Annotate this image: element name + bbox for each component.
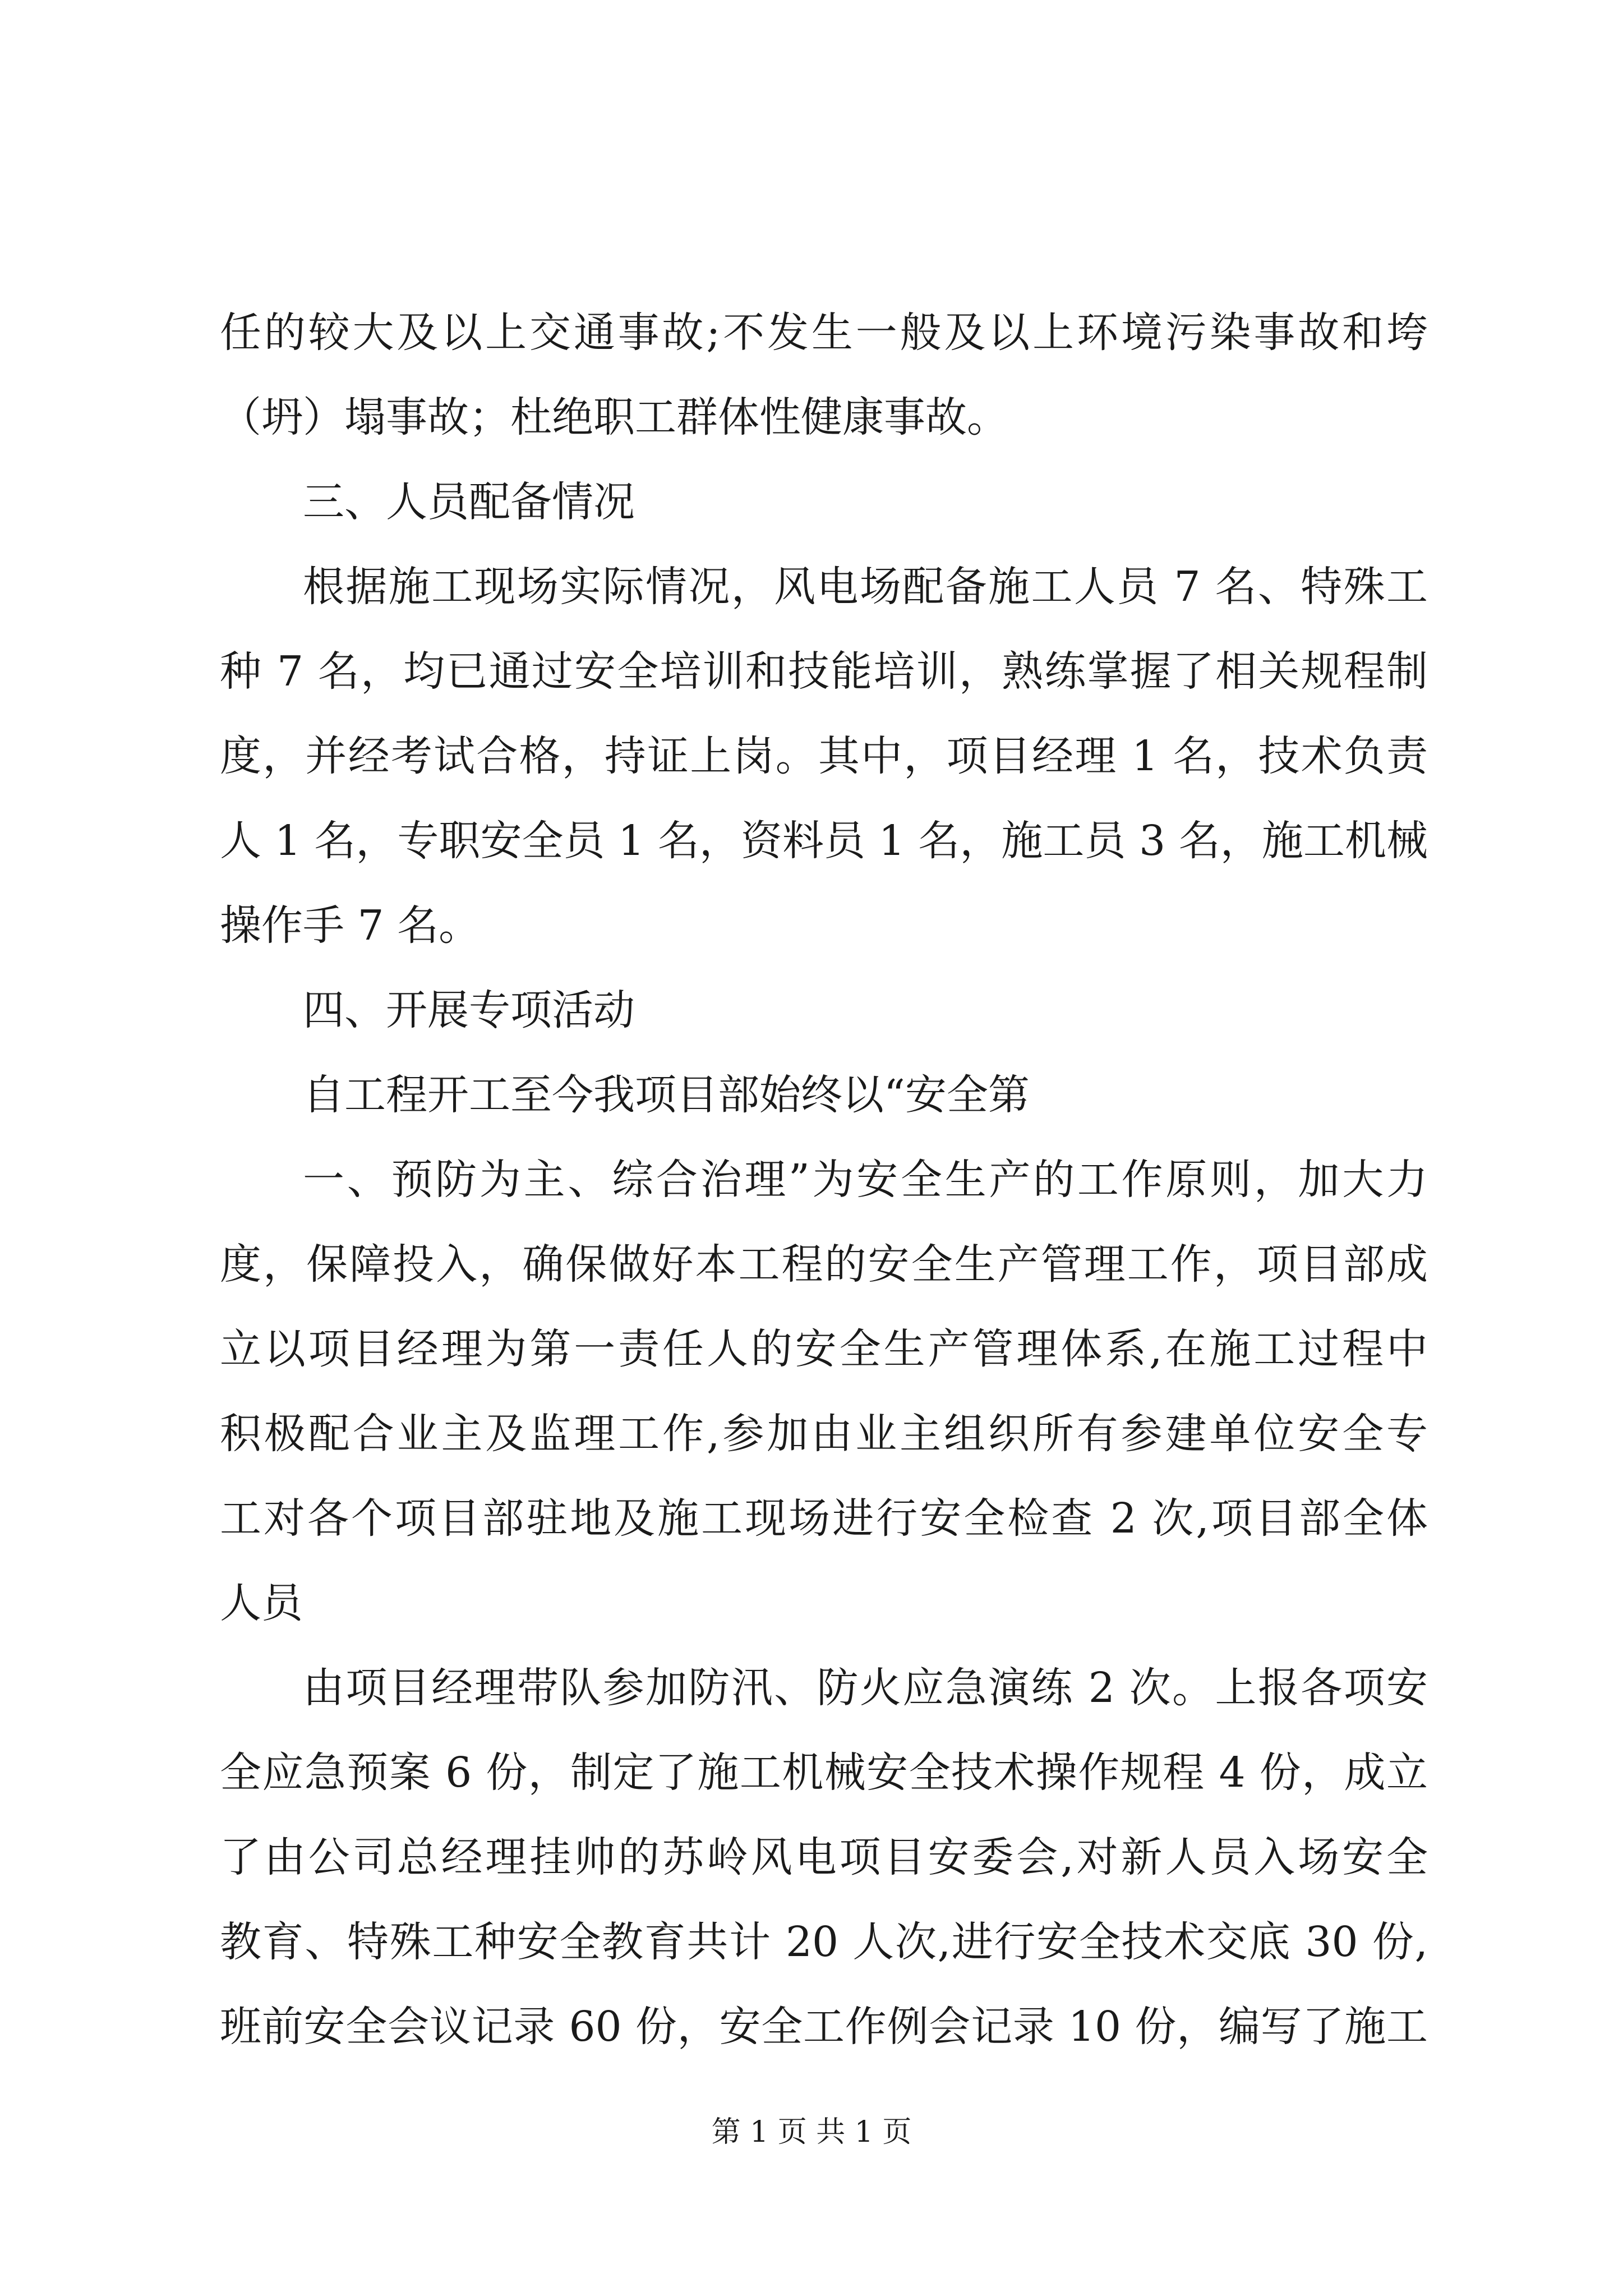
text-line-16: 人员	[220, 1579, 303, 1627]
text-line-14: 积极配合业主及监理工作,参加由业主组织所有参建单位安全专	[220, 1410, 1428, 1458]
text-line-2: （坍）塌事故；杜绝职工群体性健康事故。	[220, 393, 1008, 441]
section-heading-3: 三、人员配备情况	[303, 478, 635, 526]
text-line-20: 教育、特殊工种安全教育共计 20 人次,进行安全技术交底 30 份,	[220, 1918, 1428, 1966]
text-line-8: 操作手 7 名。	[220, 901, 481, 950]
text-line-12: 度，保障投入，确保做好本工程的安全生产管理工作，项目部成	[220, 1240, 1428, 1289]
text-line-10: 自工程开工至今我项目部始终以“安全第	[303, 1071, 1030, 1119]
text-line-7: 人 1 名，专职安全员 1 名，资料员 1 名，施工员 3 名，施工机械	[220, 817, 1428, 865]
text-line-1: 任的较大及以上交通事故;不发生一般及以上环境污染事故和垮	[220, 309, 1428, 357]
section-heading-4: 四、开展专项活动	[303, 986, 635, 1034]
text-line-13: 立以项目经理为第一责任人的安全生产管理体系,在施工过程中	[220, 1325, 1428, 1373]
text-line-18: 全应急预案 6 份，制定了施工机械安全技术操作规程 4 份，成立	[220, 1749, 1428, 1797]
text-line-19: 了由公司总经理挂帅的苏岭风电项目安委会,对新人员入场安全	[220, 1833, 1428, 1881]
text-line-6: 度，并经考试合格，持证上岗。其中，项目经理 1 名，技术负责	[220, 732, 1428, 780]
text-line-4: 根据施工现场实际情况，风电场配备施工人员 7 名、特殊工	[303, 563, 1428, 611]
text-line-17: 由项目经理带队参加防汛、防火应急演练 2 次。上报各项安	[303, 1664, 1428, 1712]
text-line-5: 种 7 名，均已通过安全培训和技能培训，熟练掌握了相关规程制	[220, 647, 1428, 696]
text-line-15: 工对各个项目部驻地及施工现场进行安全检查 2 次,项目部全体	[220, 1494, 1428, 1543]
page-number-footer: 第 1 页 共 1 页	[711, 2115, 912, 2149]
text-line-21: 班前安全会议记录 60 份，安全工作例会记录 10 份，编写了施工	[220, 2003, 1428, 2051]
text-line-11: 一、预防为主、综合治理”为安全生产的工作原则，加大力	[303, 1156, 1428, 1204]
